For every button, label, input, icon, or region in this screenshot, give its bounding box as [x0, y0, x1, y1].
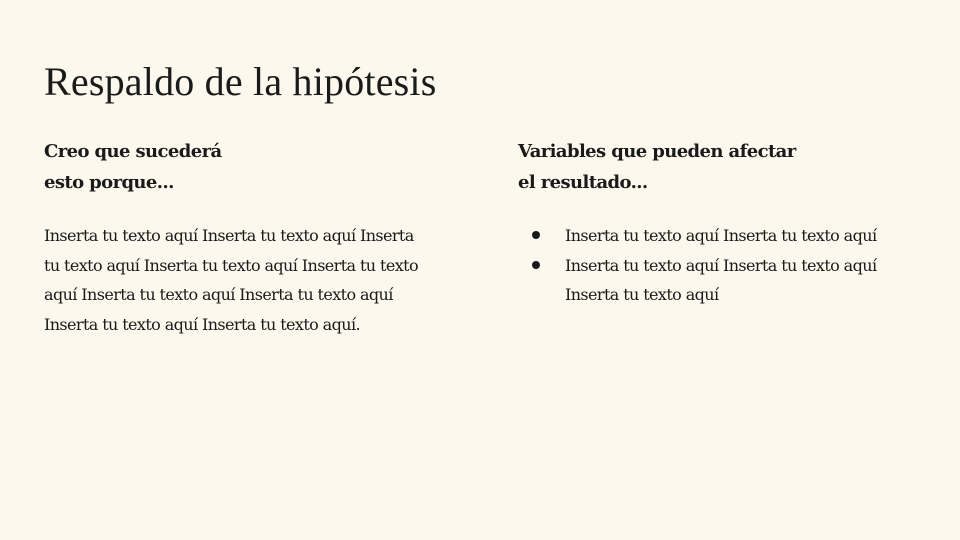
bullet-text: Inserta tu texto aquí Inserta tu texto aquí Inserta tu texto aquí	[565, 255, 877, 304]
left-heading-line-2: esto porque...	[44, 172, 174, 193]
bullet-dot-icon	[532, 261, 540, 269]
bullet-dot-icon	[532, 231, 540, 239]
slide-title: Respaldo de la hipótesis	[44, 59, 437, 104]
left-heading-line-1: Creo que sucederá	[44, 141, 222, 162]
right-heading-line-1: Variables que pueden afectar	[518, 141, 796, 162]
bullet-item	[518, 251, 903, 310]
left-body-text: Inserta tu texto aquí Inserta tu texto aquí Inserta tu texto aquí Inserta tu texto aquí Inserta tu texto aquí Inserta tu texto aquí Inserta tu texto aquí Inserta tu texto aquí Inserta tu texto aquí.	[44, 226, 418, 334]
bullet-list	[518, 221, 918, 310]
right-heading-line-2: el resultado...	[518, 172, 648, 193]
bullet-text: Inserta tu texto aquí Inserta tu texto aquí	[565, 226, 877, 245]
bullet-item	[518, 221, 903, 251]
left-column	[44, 136, 444, 339]
right-column	[518, 136, 918, 310]
right-heading	[518, 136, 918, 198]
left-heading	[44, 136, 444, 198]
